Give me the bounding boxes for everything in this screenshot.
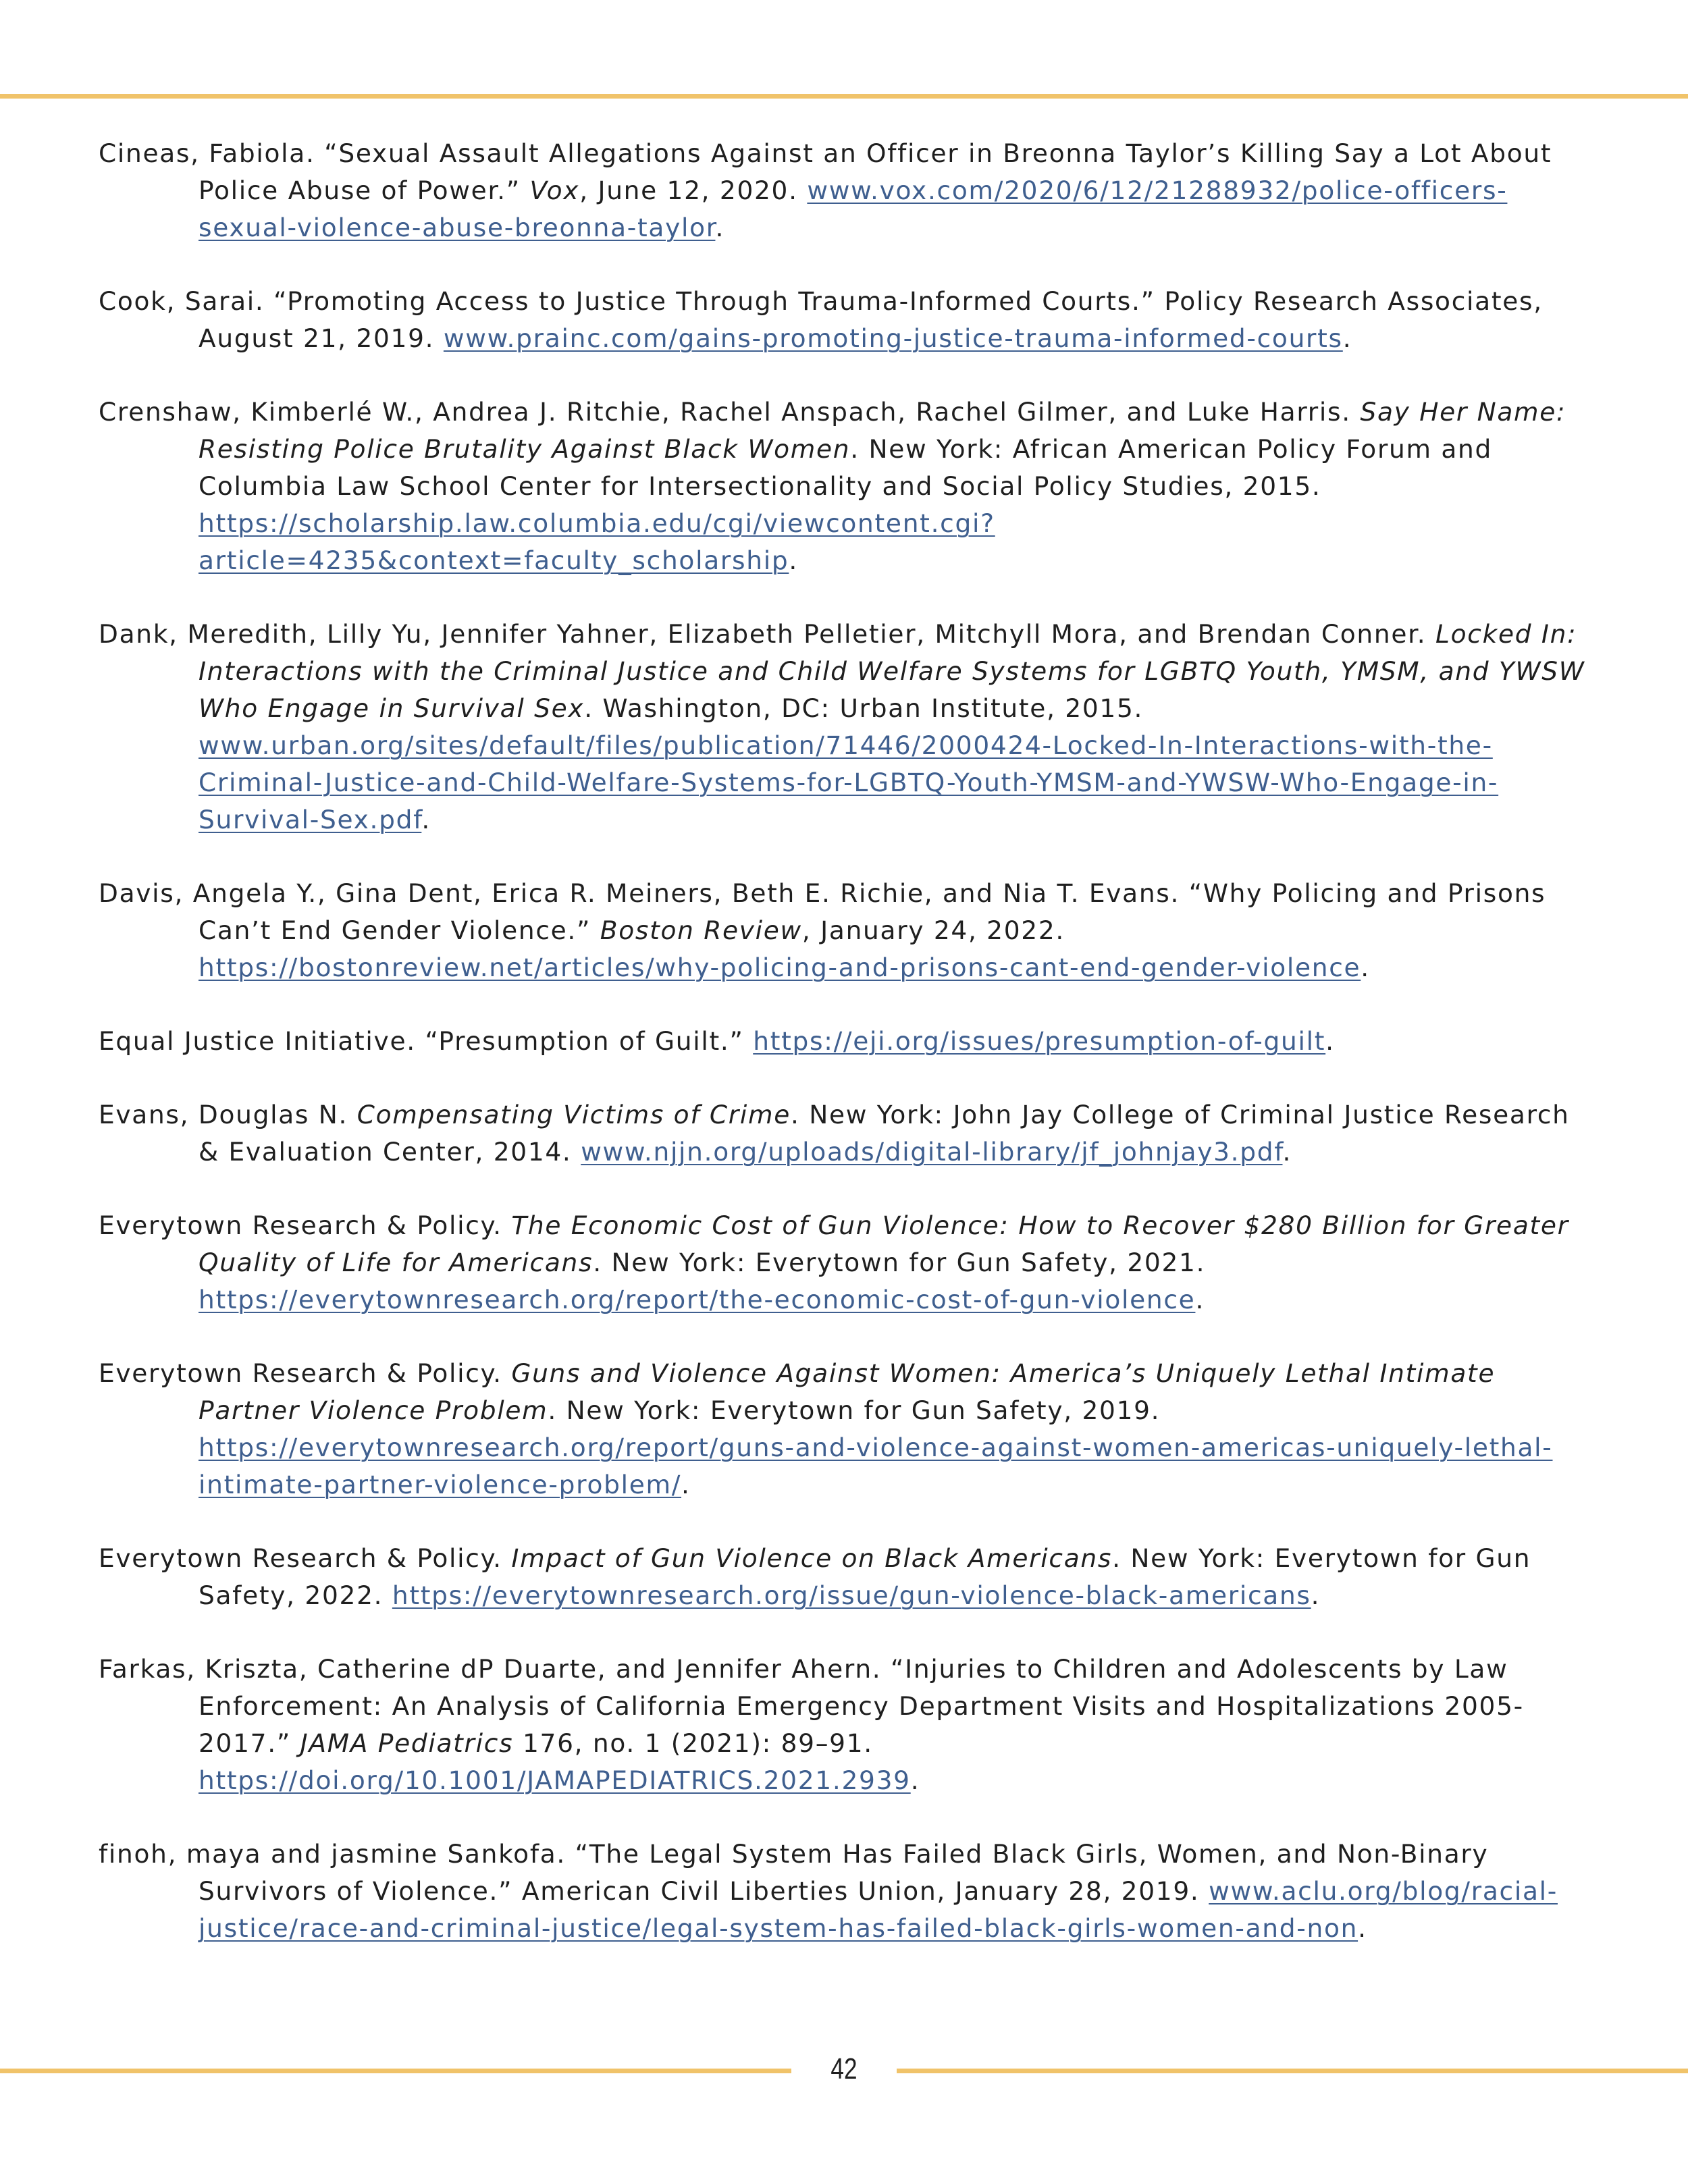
bibliography-entry <box>99 1651 1594 1799</box>
entry-punctuation: . <box>910 1765 920 1795</box>
entry-title: Vox <box>529 176 580 205</box>
entry-text: finoh, maya and jasmine Sankofa. “The Legal System Has Failed Black Girls, Women, and Non-Binary Survivors of Violence.” American Civil Liberties Union, January 28, 2019. <box>99 1839 1489 1906</box>
entry-punctuation: . <box>1325 1026 1335 1056</box>
entry-text: . New York: Everytown for Gun Safety, 2021. <box>593 1248 1206 1277</box>
entry-link[interactable]: www.njjn.org/uploads/digital-library/jf_johnjay3.pdf <box>581 1137 1283 1167</box>
bibliography-entry <box>99 1023 1594 1060</box>
entry-title: Compensating Victims of Crime <box>357 1100 791 1129</box>
bibliography-entry <box>99 875 1594 986</box>
entry-text: , June 12, 2020. <box>579 176 808 205</box>
bibliography-entry <box>99 283 1594 357</box>
entry-punctuation: . <box>1358 1913 1367 1943</box>
entry-link[interactable]: www.vox.com/2020/6/12/21288932/police-officers-sexual-violence-abuse-breonna-taylor <box>199 176 1508 242</box>
entry-punctuation: . <box>421 805 431 834</box>
entry-text: Davis, Angela Y., Gina Dent, Erica R. Meiners, Beth E. Richie, and Nia T. Evans. “Why Policing and Prisons Can’t End Gender Violence.” <box>99 878 1546 945</box>
entry-text: Farkas, Kriszta, Catherine dP Duarte, and Jennifer Ahern. “Injuries to Children and Adolescents by Law Enforcement: An Analysis of California Emergency Department Visits and Hospitalizations 2005-2017.” <box>99 1654 1524 1758</box>
bibliography-list <box>99 135 1594 1983</box>
bibliography-entry <box>99 1096 1594 1171</box>
footer-divider-left <box>0 2069 791 2073</box>
entry-text: . Washington, DC: Urban Institute, 2015. <box>584 693 1144 723</box>
page-number: 42 <box>830 2052 858 2085</box>
entry-text: . New York: Everytown for Gun Safety, 2019. <box>548 1395 1161 1425</box>
entry-link[interactable]: www.aclu.org/blog/racial-justice/race-and-criminal-justice/legal-system-has-failed-black-girls-women-and-non <box>199 1876 1558 1943</box>
entry-title: Impact of Gun Violence on Black Americans <box>511 1543 1113 1573</box>
entry-link[interactable]: https://everytownresearch.org/issue/gun-violence-black-americans <box>392 1580 1311 1610</box>
entry-text: . New York: African American Policy Forum and Columbia Law School Center for Intersectionality and Social Policy Studies, 2015. <box>199 434 1493 501</box>
entry-text: Dank, Meredith, Lilly Yu, Jennifer Yahner, Elizabeth Pelletier, Mitchyll Mora, and Brendan Conner. <box>99 619 1436 649</box>
entry-punctuation: . <box>1311 1580 1321 1610</box>
entry-title: Guns and Violence Against Women: America’s Uniquely Lethal Intimate Partner Violence Problem <box>199 1358 1496 1425</box>
entry-text: Evans, Douglas N. <box>99 1100 357 1129</box>
entry-link[interactable]: https://everytownresearch.org/report/the-economic-cost-of-gun-violence <box>199 1285 1196 1314</box>
entry-text: Cineas, Fabiola. “Sexual Assault Allegations Against an Officer in Breonna Taylor’s Killing Say a Lot About Police Abuse of Power.” <box>99 138 1552 205</box>
entry-text: , January 24, 2022. <box>801 915 1065 945</box>
bibliography-entry <box>99 1540 1594 1614</box>
entry-link[interactable]: www.prainc.com/gains-promoting-justice-trauma-informed-courts <box>443 323 1343 353</box>
entry-punctuation: . <box>1342 323 1352 353</box>
bibliography-entry <box>99 135 1594 246</box>
entry-title: JAMA Pediatrics <box>300 1728 514 1758</box>
entry-link[interactable]: https://everytownresearch.org/report/guns-and-violence-against-women-americas-uniquely-lethal-intimate-partner-violence-problem/ <box>199 1433 1553 1499</box>
entry-punctuation: . <box>789 545 798 575</box>
bibliography-entry <box>99 394 1594 579</box>
entry-title: Boston Review <box>600 915 802 945</box>
entry-text: Crenshaw, Kimberlé W., Andrea J. Ritchie, Rachel Anspach, Rachel Gilmer, and Luke Harris. <box>99 397 1361 427</box>
bibliography-entry <box>99 1207 1594 1319</box>
entry-text: Everytown Research & Policy. <box>99 1210 512 1240</box>
bibliography-entry <box>99 616 1594 838</box>
entry-text: . New York: Everytown for Gun Safety, 2022. <box>199 1543 1531 1610</box>
entry-text: Everytown Research & Policy. <box>99 1358 512 1388</box>
entry-punctuation: . <box>1282 1137 1292 1167</box>
entry-punctuation: . <box>1361 953 1370 982</box>
top-divider <box>0 94 1688 99</box>
bibliography-entry <box>99 1355 1594 1503</box>
entry-title: Locked In: Interactions with the Criminal Justice and Child Welfare Systems for LGBTQ Youth, YMSM, and YWSW Who Engage in Survival Sex <box>199 619 1585 723</box>
bibliography-entry <box>99 1836 1594 1947</box>
entry-text: Cook, Sarai. “Promoting Access to Justice Through Trauma-Informed Courts.” Policy Research Associates, August 21, 2019. <box>99 286 1543 353</box>
entry-link[interactable]: https://scholarship.law.columbia.edu/cgi/viewcontent.cgi?article=4235&context=faculty_scholarship <box>199 508 995 575</box>
entry-punctuation: . <box>1195 1285 1205 1314</box>
entry-link[interactable]: https://doi.org/10.1001/JAMAPEDIATRICS.2021.2939 <box>199 1765 911 1795</box>
entry-title: Say Her Name: Resisting Police Brutality Against Black Women <box>199 397 1566 464</box>
entry-title: The Economic Cost of Gun Violence: How to Recover $280 Billion for Greater Quality of Life for Americans <box>199 1210 1569 1277</box>
entry-text: . New York: John Jay College of Criminal Justice Research & Evaluation Center, 2014. <box>199 1100 1570 1167</box>
entry-text: Equal Justice Initiative. “Presumption of Guilt.” <box>99 1026 754 1056</box>
entry-text: Everytown Research & Policy. <box>99 1543 512 1573</box>
entry-punctuation: . <box>715 213 725 242</box>
footer-divider-right <box>897 2069 1688 2073</box>
entry-punctuation: . <box>681 1470 691 1499</box>
entry-link[interactable]: https://bostonreview.net/articles/why-policing-and-prisons-cant-end-gender-violence <box>199 953 1361 982</box>
entry-link[interactable]: https://eji.org/issues/presumption-of-guilt <box>753 1026 1326 1056</box>
entry-text: 176, no. 1 (2021): 89–91. <box>513 1728 873 1758</box>
entry-link[interactable]: www.urban.org/sites/default/files/publication/71446/2000424-Locked-In-Interactions-with-the-Criminal-Justice-and-Child-Welfare-Systems-for-LGBTQ-Youth-YMSM-and-YWSW-Who-Engage-in-Survival-Sex.pdf <box>199 730 1499 834</box>
